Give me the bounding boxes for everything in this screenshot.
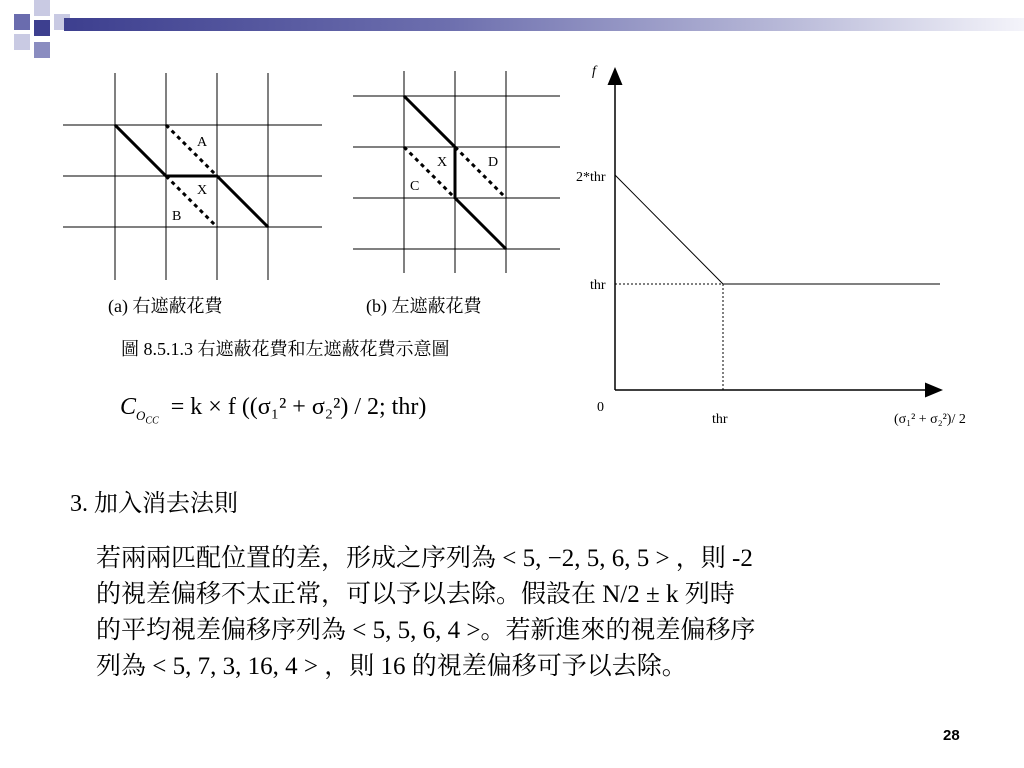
tick-thr: thr — [590, 278, 606, 293]
header-gradient-bar — [64, 18, 1024, 31]
body-line: 若兩兩匹配位置的差，形成之序列為 < 5, −2, 5, 6, 5 > ，則 -2 — [96, 545, 753, 572]
cost-curve — [615, 175, 940, 284]
body-line: 的視差偏移不太正常，可以予以去除。假設在 N/2 ± k 列時 — [96, 581, 735, 608]
figure-caption: 圖 8.5.1.3 右遮蔽花費和左遮蔽花費示意圖 — [121, 339, 450, 359]
figure-a-right-occlusion — [60, 70, 325, 285]
label-b: B — [172, 209, 182, 224]
label-x: X — [437, 155, 448, 170]
cost-function-graph — [560, 55, 1024, 440]
x-axis-label: (σ₁² + σ₂²)/ 2 — [894, 412, 966, 427]
body-line: 的平均視差偏移序列為 < 5, 5, 6, 4 >。若新進來的視差偏移序 — [96, 617, 756, 644]
dashed-path-a — [166, 125, 217, 176]
label-d: D — [488, 155, 499, 170]
page-number: 28 — [943, 727, 960, 744]
deco-square — [34, 0, 50, 16]
section-heading: 3. 加入消去法則 — [70, 491, 238, 517]
figure-b-left-occlusion — [350, 68, 570, 278]
tick-2thr: 2*thr — [576, 170, 606, 185]
formula-c: C — [120, 394, 137, 420]
formula-rhs: = k × f ((σ₁² + σ₂²) / 2; thr) — [170, 394, 427, 420]
body-paragraph — [96, 541, 926, 685]
figure-b-caption: (b) 左遮蔽花費 — [366, 296, 482, 316]
body-line: 列為 < 5, 7, 3, 16, 4 > ，則 16 的視差偏移可予以去除。 — [96, 653, 687, 680]
label-x: X — [197, 183, 208, 198]
origin-label: 0 — [597, 400, 604, 415]
label-c: C — [410, 179, 420, 194]
cost-formula — [120, 394, 426, 426]
dashed-path-d — [455, 147, 506, 198]
figure-a-caption: (a) 右遮蔽花費 — [108, 296, 223, 316]
deco-square — [34, 42, 50, 58]
formula-sub-cc: CC — [145, 415, 159, 427]
x-tick-thr: thr — [712, 412, 728, 427]
formula-sub-o: O — [136, 407, 146, 423]
deco-square — [14, 34, 30, 50]
label-a: A — [197, 135, 208, 150]
y-axis-label: f — [592, 64, 596, 79]
deco-square — [14, 14, 30, 30]
deco-square — [34, 20, 50, 36]
